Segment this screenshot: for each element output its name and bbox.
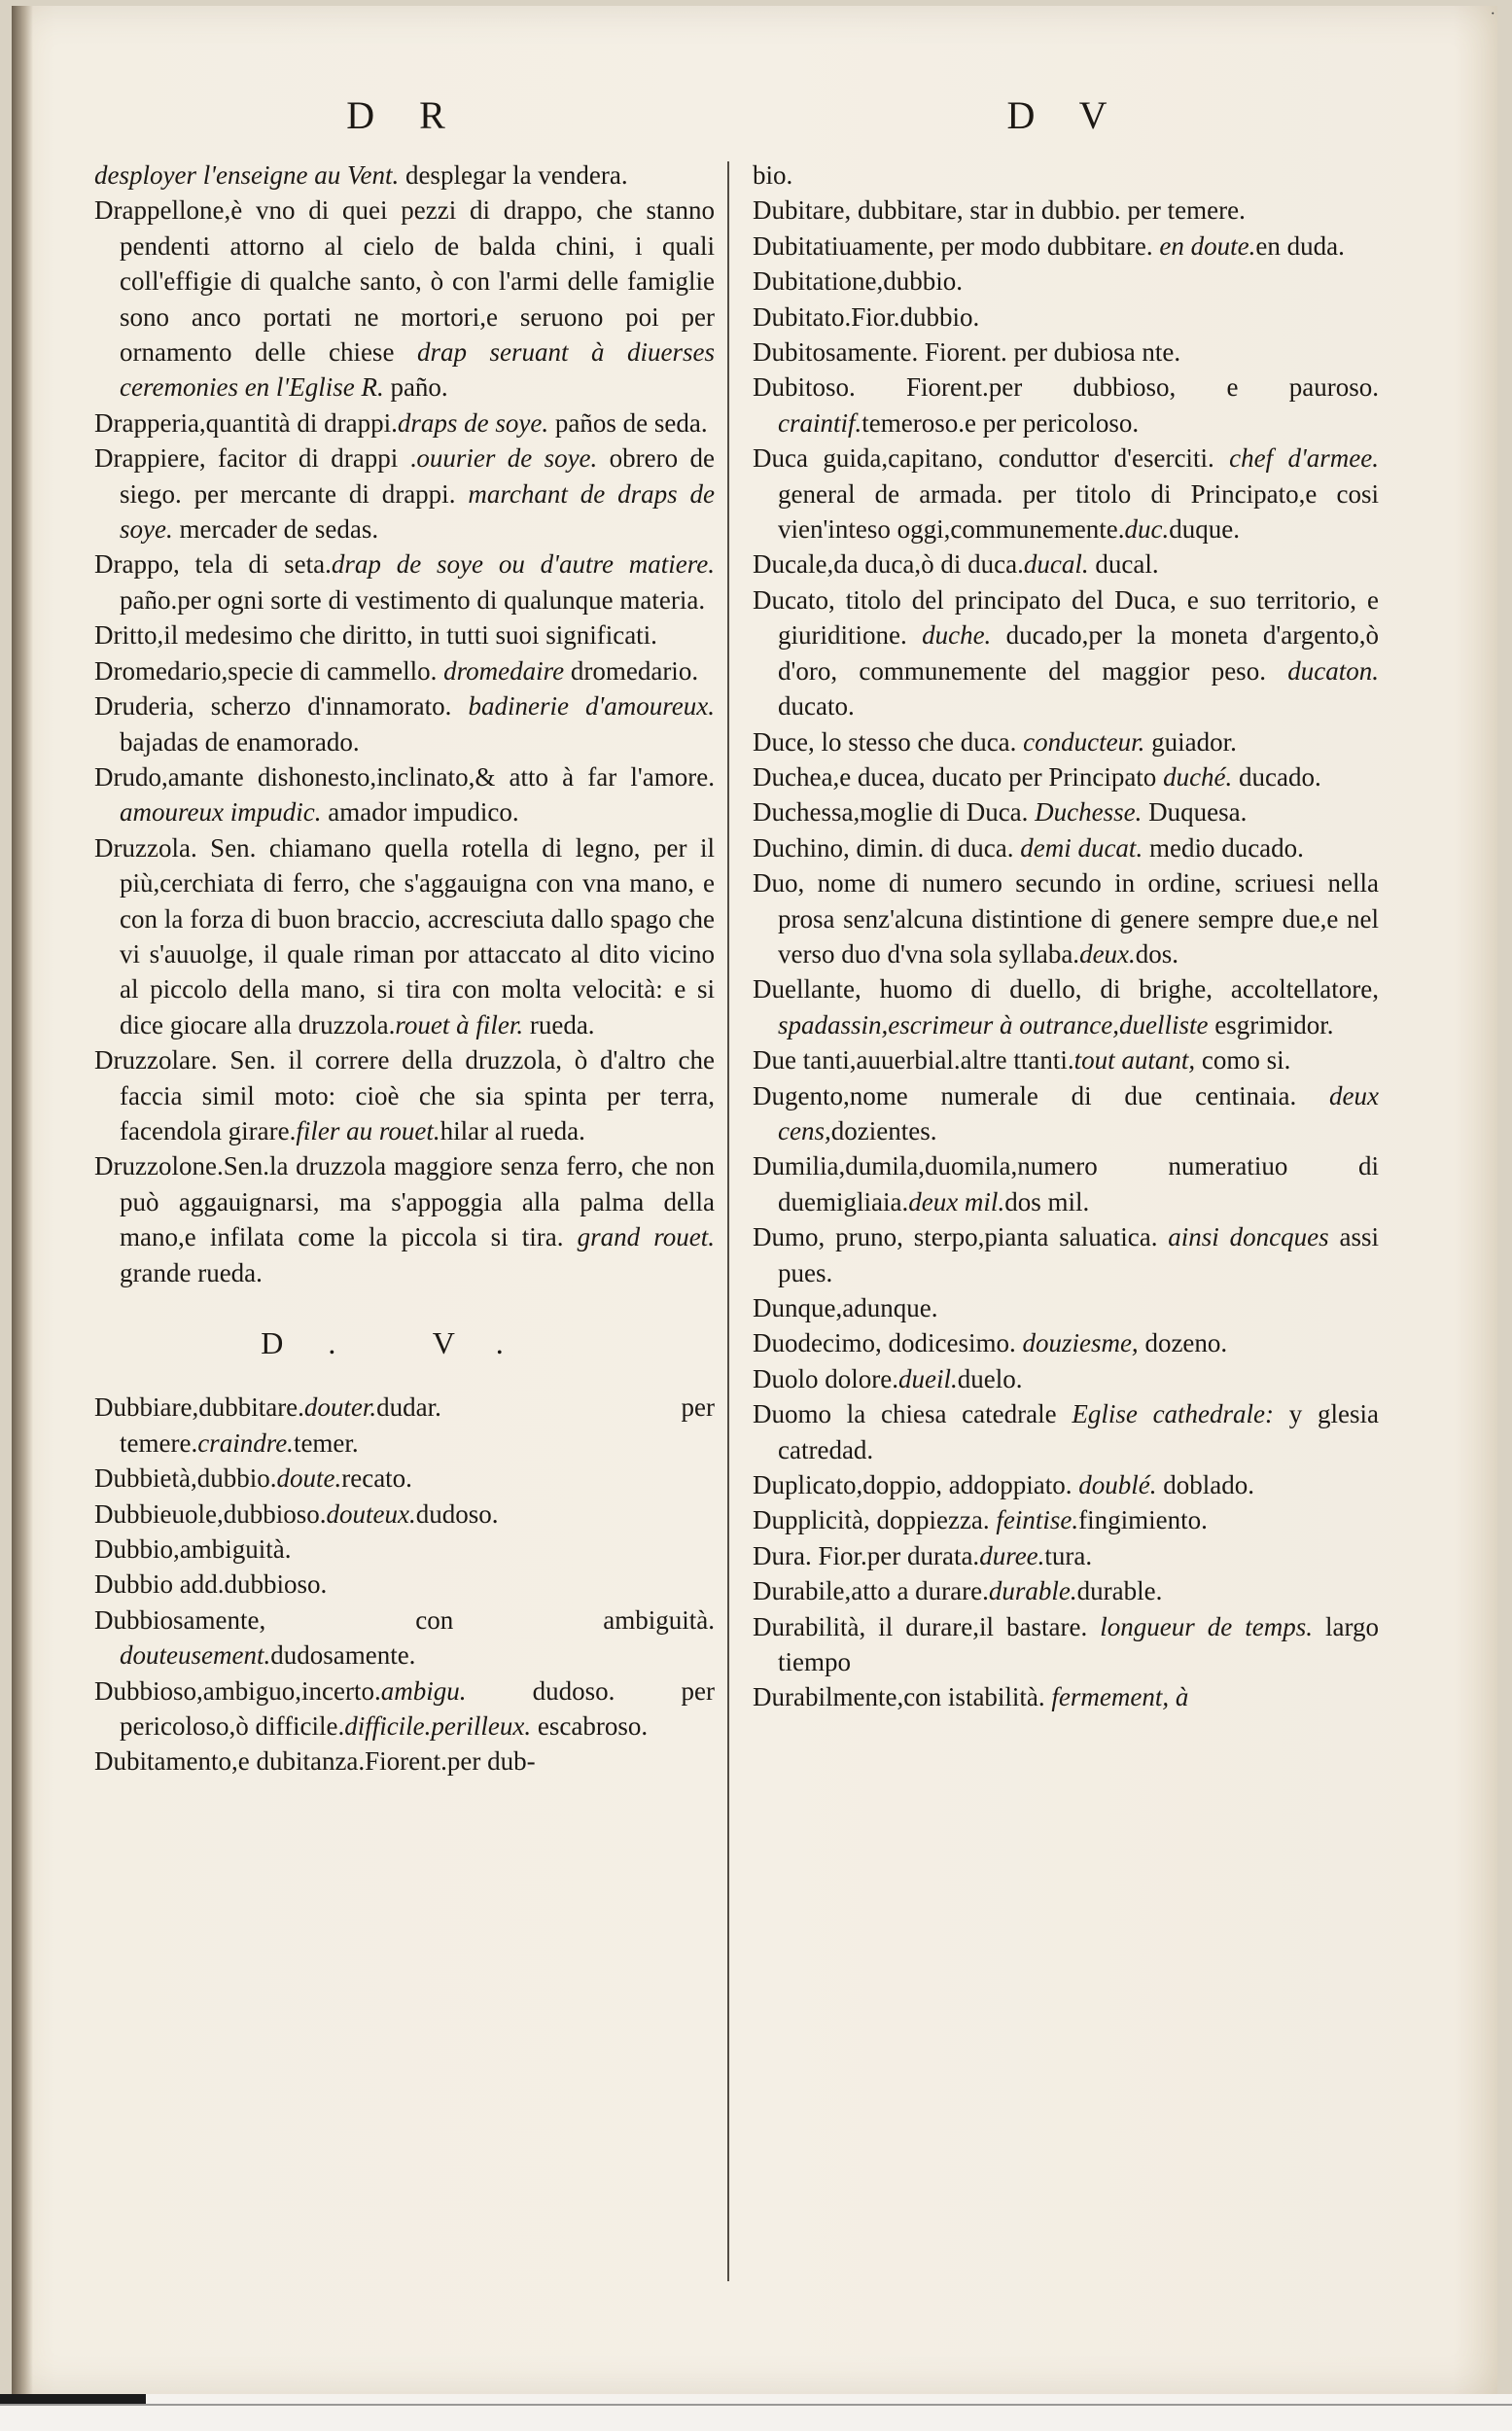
french-gloss: Eglise cathedrale:: [1072, 1399, 1275, 1429]
entry-text: Drappiere, facitor di drappi .: [94, 443, 417, 474]
entry-text: dudar. per temere.: [120, 1392, 715, 1458]
french-gloss: ducaton.: [1287, 655, 1379, 686]
entry-text: Durabilità, il durare,il bastare.: [753, 1611, 1101, 1641]
dictionary-entry: [753, 1325, 1379, 1360]
dictionary-entry: [94, 1148, 715, 1290]
entry-text: Duchea,e ducea, ducato per Principato: [753, 761, 1164, 792]
entry-text: mercader de sedas.: [172, 514, 379, 545]
entry-text: Dubbiare,dubbitare.: [94, 1392, 304, 1423]
book-page: [12, 6, 1497, 2394]
entry-text: desplegar la vendera.: [399, 160, 628, 190]
entry-text: dudoso.: [415, 1498, 499, 1529]
entry-text: medio ducado.: [1143, 832, 1304, 863]
french-gloss: craindre.: [197, 1427, 294, 1458]
entry-text: Drappo, tela di seta.: [94, 549, 332, 580]
entry-text: Duce, lo stesso che duca.: [753, 726, 1024, 757]
entry-text: Dugento,nome numerale di due centinaia.: [753, 1080, 1330, 1110]
dictionary-entry: [753, 158, 1379, 193]
french-gloss: deux cens,: [778, 1080, 1379, 1145]
french-gloss: marchant de draps de soye.: [120, 478, 715, 545]
french-gloss: ducal.: [1023, 549, 1089, 580]
entry-text: tura.: [1044, 1540, 1093, 1570]
left-entries: [94, 158, 715, 1290]
entry-text: duque.: [1169, 514, 1241, 545]
entry-text: Dubitoso. Fiorent.per dubbioso, e pauroso.: [753, 372, 1379, 403]
french-gloss: duc.: [1124, 514, 1170, 545]
right-running-header: D V: [1006, 93, 1125, 137]
entry-text: Duomo la chiesa catedrale: [753, 1399, 1072, 1429]
entry-text: duelo.: [957, 1363, 1023, 1393]
entry-text: como si.: [1195, 1045, 1291, 1075]
dictionary-entry: [94, 1042, 715, 1148]
dictionary-entry: [94, 617, 715, 652]
entry-text: Duchino, dimin. di duca.: [753, 832, 1021, 863]
entry-text: Dubitamento,e dubitanza.Fiorent.per dub-: [94, 1746, 536, 1777]
entry-text: Duo, nome di numero secundo in ordine, scriuesi nella prosa senz'alcuna distintione di genere sempre due,e nel verso duo d'vna sola syllaba.: [753, 868, 1379, 969]
french-gloss: doute.: [276, 1463, 342, 1494]
entry-text: Dritto,il medesimo che diritto, in tutti suoi significati.: [94, 620, 657, 651]
entry-text: Dubitare, dubbitare, star in dubbio. per temere.: [753, 195, 1246, 226]
dictionary-entry: [753, 1396, 1379, 1467]
french-gloss: duree.: [979, 1540, 1045, 1570]
entry-text: temeroso.e per pericoloso.: [861, 407, 1140, 438]
entry-text: bajadas de enamorado.: [120, 726, 360, 757]
dictionary-entry: [94, 1744, 715, 1779]
entry-text: assi pues.: [778, 1222, 1379, 1287]
french-gloss: conducteur.: [1023, 726, 1145, 757]
dictionary-entry: [94, 440, 715, 546]
dictionary-entry: [94, 1674, 715, 1744]
dictionary-entry: [753, 1538, 1379, 1573]
dictionary-entry: [753, 440, 1379, 546]
dictionary-entry: [753, 1467, 1379, 1502]
entry-text: dudosamente.: [270, 1640, 416, 1671]
entry-text: en duda.: [1255, 230, 1345, 261]
entry-text: Duchessa,moglie di Duca.: [753, 797, 1036, 828]
dictionary-entry: [753, 193, 1379, 228]
dictionary-entry: [94, 1497, 715, 1532]
entry-text: Dubbieuole,dubbioso.: [94, 1498, 327, 1529]
corner-mark: ·: [1490, 6, 1495, 22]
entry-text: paño.per ogni sorte di vestimento di qualunque materia.: [120, 584, 706, 615]
page-spine: [12, 6, 33, 2394]
left-column: [94, 93, 715, 1779]
scan-bottom-band: [0, 2394, 1512, 2431]
entry-text: Drudo,amante dishonesto,inclinato,& atto à far l'amore.: [94, 761, 715, 792]
french-gloss: deux mil.: [908, 1186, 1005, 1216]
dictionary-entry: [94, 1461, 715, 1496]
entry-text: Druderia, scherzo d'innamorato.: [94, 691, 469, 722]
entry-text: Duquesa.: [1142, 797, 1248, 828]
french-gloss: douter.: [303, 1392, 377, 1423]
french-gloss: filer au rouet.: [296, 1115, 440, 1145]
french-gloss: tout autant,: [1073, 1045, 1196, 1075]
entry-text: dromedario.: [564, 655, 699, 686]
entry-text: doblado.: [1156, 1470, 1254, 1500]
dictionary-entry: [753, 335, 1379, 370]
entry-text: ducado,per la moneta d'argento,ò d'oro, communemente del maggior peso.: [778, 620, 1379, 686]
entry-text: dozientes.: [830, 1115, 937, 1145]
french-gloss: en doute.: [1159, 230, 1256, 261]
dictionary-entry: [753, 299, 1379, 335]
entry-text: Duca guida,capitano, conduttor d'eserciti.: [753, 443, 1230, 474]
entry-text: Duolo dolore.: [753, 1363, 898, 1393]
entry-text: Dura. Fior.per durata.: [753, 1540, 980, 1570]
entry-text: Dromedario,specie di cammello.: [94, 655, 444, 686]
dictionary-entry: [753, 264, 1379, 299]
entry-text: rueda.: [523, 1009, 595, 1039]
french-gloss: douziesme,: [1022, 1328, 1139, 1358]
dictionary-entry: [753, 229, 1379, 264]
french-gloss: douteux.: [326, 1498, 416, 1529]
entry-text: Dubitosamente. Fiorent. per dubiosa nte.: [753, 337, 1181, 368]
dictionary-entry: [753, 370, 1379, 440]
entry-text: Duodecimo, dodicesimo.: [753, 1328, 1023, 1358]
right-entries: [753, 158, 1379, 1715]
dictionary-entry: [753, 794, 1379, 829]
french-gloss: ouurier de soye.: [416, 443, 598, 474]
french-gloss: draps de soye.: [397, 407, 549, 438]
dictionary-entry: [94, 1532, 715, 1567]
entry-text: durable.: [1076, 1576, 1163, 1606]
entry-text: Ducato, titolo del principato del Duca, e suo territorio, e giuriditione.: [753, 584, 1379, 651]
entry-text: Druzzolone.Sen.la druzzola maggiore senza ferro, che non può aggauignarsi, ma s'appoggia alla palma della mano,e infilata come la piccola si tira.: [94, 1151, 715, 1252]
dictionary-entry: [94, 405, 715, 440]
entry-text: ducal.: [1088, 549, 1159, 580]
section-heading-dv: D. V.: [261, 1325, 548, 1360]
scan-edge-mark: [0, 2394, 146, 2404]
entry-text: escabroso.: [531, 1711, 649, 1742]
entry-text: Durabilmente,con istabilità.: [753, 1682, 1052, 1712]
dictionary-entry: [753, 1148, 1379, 1219]
dictionary-entry: [94, 653, 715, 688]
scan-edge-line: [0, 2404, 1512, 2406]
dictionary-entry: [94, 830, 715, 1042]
french-gloss: drap de soye ou d'autre matiere.: [331, 549, 715, 580]
entry-text: hilar al rueda.: [440, 1115, 585, 1145]
entry-text: paños de seda.: [548, 407, 708, 438]
left-running-header: D R: [346, 93, 463, 137]
french-gloss: durable.: [988, 1576, 1077, 1606]
dictionary-entry: [94, 1390, 715, 1461]
entry-text: Dubitatione,dubbio.: [753, 266, 963, 297]
dictionary-entry: [753, 1679, 1379, 1714]
entry-text: Duellante, huomo di duello, di brighe, accoltellatore,: [753, 974, 1379, 1004]
french-gloss: badinerie d'amoureux.: [468, 691, 715, 722]
entry-text: Druzzolare. Sen. il correre della druzzola, ò d'altro che faccia simil moto: cioè che sia spinta per terra, facendola girare.: [94, 1045, 715, 1145]
entry-text: temer.: [293, 1427, 359, 1458]
entry-text: Duplicato,doppio, addoppiato.: [753, 1470, 1079, 1500]
dictionary-entry: [753, 830, 1379, 865]
entry-text: Drapperia,quantità di drappi.: [94, 407, 398, 438]
entry-text: dos.: [1135, 938, 1179, 969]
french-gloss: grand rouet.: [577, 1222, 715, 1252]
entry-text: Dumilia,dumila,duomila,numero numeratiuo di duemigliaia.: [753, 1151, 1379, 1216]
entry-text: Dubbio add.dubbioso.: [94, 1569, 328, 1600]
entry-text: dos mil.: [1004, 1186, 1090, 1216]
right-column: [753, 93, 1379, 1715]
french-gloss: ainsi doncques: [1168, 1222, 1329, 1252]
entry-text: bio.: [753, 160, 793, 190]
entry-text: grande rueda.: [120, 1257, 263, 1287]
dictionary-entry: [94, 1603, 715, 1674]
entry-text: general de armada. per titolo di Principato,e cosi vien'inteso oggi,communemente.: [778, 478, 1379, 545]
entry-text: y glesia catredad.: [778, 1399, 1379, 1464]
dictionary-entry: [94, 193, 715, 405]
french-gloss: chef d'armee.: [1229, 443, 1379, 474]
entry-text: paño.: [383, 372, 448, 403]
french-gloss: longueur de temps.: [1100, 1611, 1313, 1641]
entry-text: fingimiento.: [1078, 1505, 1208, 1535]
entry-text: largo tiempo: [778, 1611, 1379, 1677]
entry-text: Dubbio,ambiguità.: [94, 1534, 292, 1565]
french-gloss: fermement, à: [1051, 1682, 1189, 1712]
dictionary-entry: [753, 1042, 1379, 1077]
entry-text: Dubitato.Fior.dubbio.: [753, 301, 980, 332]
french-gloss: spadassin,escrimeur à outrance,duelliste: [778, 1009, 1209, 1039]
dictionary-entry: [753, 971, 1379, 1042]
french-gloss: douteusement.: [120, 1640, 271, 1671]
dictionary-entry: [753, 546, 1379, 581]
entry-text: Due tanti,auuerbial.altre ttanti.: [753, 1045, 1074, 1075]
entry-text: guiador.: [1144, 726, 1237, 757]
dictionary-entry: [753, 1573, 1379, 1608]
french-gloss: drap seruant à diuerses ceremonies en l'Eglise R.: [120, 337, 715, 403]
dictionary-entry: [753, 724, 1379, 759]
dictionary-entry: [94, 546, 715, 617]
french-gloss: demi ducat.: [1020, 832, 1143, 863]
french-gloss: amoureux impudic.: [120, 797, 322, 828]
dictionary-entry: [753, 1219, 1379, 1290]
french-gloss: feintise.: [996, 1505, 1079, 1535]
column-divider: [727, 161, 729, 2281]
entry-text: Dumo, pruno, sterpo,pianta saluatica.: [753, 1222, 1169, 1252]
entry-text: dozeno.: [1138, 1328, 1228, 1358]
dictionary-entry: [753, 759, 1379, 794]
entry-text: dudoso. per pericoloso,ò difficile.: [120, 1675, 715, 1742]
french-gloss: difficile.perilleux.: [344, 1711, 532, 1742]
entry-text: Drappellone,è vno di quei pezzi di drappo, che stanno pendenti attorno al cielo de balda chini, i quali coll'effigie di qualche santo, ò con l'armi delle famiglie sono anco portati ne mortori,e seruono poi per ornamento delle chiese: [94, 195, 715, 368]
entry-text: ducado.: [1232, 761, 1321, 792]
entry-text: Ducale,da duca,ò di duca.: [753, 549, 1024, 580]
dictionary-entry: [753, 1361, 1379, 1396]
dictionary-entry: [94, 759, 715, 830]
dictionary-entry: [753, 582, 1379, 724]
entry-text: amador impudico.: [321, 797, 519, 828]
entry-text: Dunque,adunque.: [753, 1293, 938, 1322]
dictionary-entry: [753, 1078, 1379, 1149]
french-gloss: dueil.: [897, 1363, 958, 1393]
entry-text: Dubbietà,dubbio.: [94, 1463, 277, 1494]
dictionary-entry: [753, 1290, 1379, 1325]
entry-text: Durabile,atto a durare.: [753, 1576, 989, 1606]
entry-text: Dubbiosamente, con ambiguità.: [94, 1604, 715, 1635]
french-gloss: deux.: [1079, 938, 1136, 969]
french-gloss: Duchesse.: [1035, 797, 1143, 828]
entry-text: Dubbioso,ambiguo,incerto.: [94, 1675, 381, 1706]
dictionary-entry: [753, 1502, 1379, 1537]
french-gloss: doublé.: [1078, 1470, 1157, 1500]
left-entries-dv: [94, 1390, 715, 1779]
dictionary-entry: [94, 688, 715, 759]
french-gloss: ambigu.: [380, 1675, 467, 1706]
french-gloss: craintif.: [778, 407, 862, 438]
entry-text: esgrimidor.: [1208, 1009, 1334, 1039]
french-gloss: duché.: [1163, 761, 1233, 792]
french-gloss: dromedaire: [443, 655, 565, 686]
dictionary-entry: [94, 158, 715, 193]
dictionary-entry: [94, 1567, 715, 1602]
entry-text: recato.: [341, 1463, 412, 1494]
dictionary-entry: [753, 1609, 1379, 1680]
french-gloss: desployer l'enseigne au Vent.: [94, 160, 400, 190]
entry-text: Druzzola. Sen. chiamano quella rotella di legno, per il più,cerchiata di ferro, che s'aggauigna con vna mano, e con la forza di buon braccio, accresciuta dallo spago che vi s'auuolge, il quale riman por attaccato al dito vicino al piccolo della mano, si tira con molta velocità: e si dice giocare alla druzzola.: [94, 832, 715, 1039]
french-gloss: duche.: [922, 620, 992, 651]
entry-text: Dubitatiuamente, per modo dubbitare.: [753, 230, 1160, 261]
entry-text: ducato.: [778, 691, 855, 722]
entry-text: Dupplicità, doppiezza.: [753, 1505, 997, 1535]
dictionary-entry: [753, 865, 1379, 971]
entry-text: obrero de siego. per mercante di drappi.: [120, 443, 715, 509]
french-gloss: rouet à filer.: [395, 1009, 524, 1039]
